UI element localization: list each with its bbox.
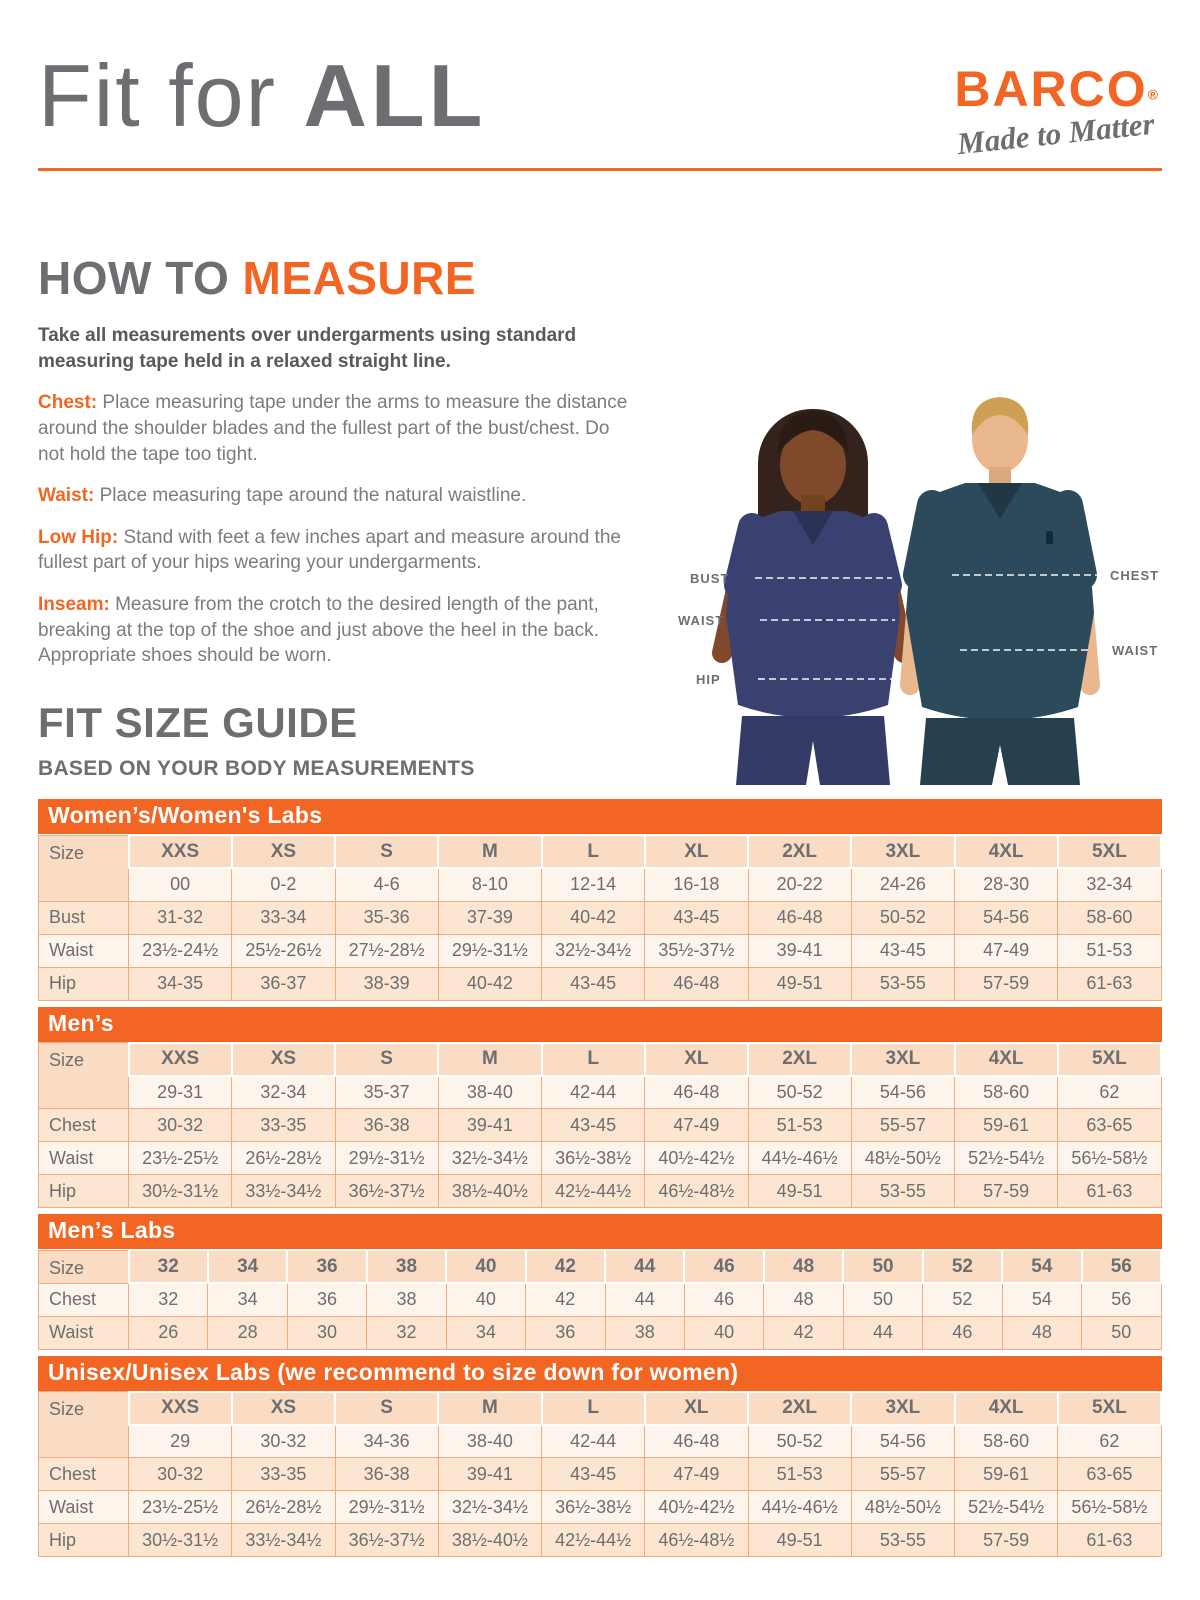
header-cell: 40 (446, 1250, 525, 1283)
header-cell: XL (645, 1043, 748, 1076)
data-cell: 43-45 (542, 1109, 645, 1142)
data-cell: 32-34 (1058, 868, 1161, 901)
data-cell: 40½-42½ (645, 1142, 748, 1175)
page-title-light: Fit for (38, 46, 277, 145)
table-title-band: Unisex/Unisex Labs (we recommend to size down for women) (38, 1356, 1162, 1391)
header-cell: 2XL (748, 1043, 851, 1076)
size-guide-table (38, 1249, 1162, 1350)
data-cell: 52½-54½ (955, 1491, 1058, 1524)
size-table (38, 1214, 1162, 1350)
how-to-measure-title-gray: HOW TO (38, 252, 230, 304)
data-cell: 24-26 (851, 868, 954, 901)
data-cell: 34-35 (129, 967, 232, 1000)
data-cell: 44 (843, 1316, 922, 1349)
table-row (39, 967, 1162, 1000)
header-cell: 54 (1002, 1250, 1081, 1283)
header-cell: S (335, 835, 438, 868)
data-cell: 46½-48½ (645, 1175, 748, 1208)
data-cell: 55-57 (851, 1109, 954, 1142)
data-cell: 28 (208, 1316, 287, 1349)
header-cell: 34 (208, 1250, 287, 1283)
data-cell: 48 (764, 1283, 843, 1316)
data-cell: 35-37 (335, 1076, 438, 1109)
table-header-row (39, 1392, 1162, 1425)
data-cell: 34 (208, 1283, 287, 1316)
data-cell: 51-53 (748, 1458, 851, 1491)
data-cell: 30 (287, 1316, 366, 1349)
size-tables (38, 799, 1162, 1557)
data-cell: 62 (1058, 1076, 1161, 1109)
header-cell: S (335, 1043, 438, 1076)
header-cell: 5XL (1058, 1392, 1161, 1425)
row-label-cell: Hip (39, 1175, 129, 1208)
header-cell: 3XL (851, 1043, 954, 1076)
row-label-cell: Waist (39, 934, 129, 967)
table-row (39, 1175, 1162, 1208)
data-cell: 54-56 (851, 1425, 954, 1458)
data-cell: 63-65 (1058, 1109, 1161, 1142)
size-guide-table (38, 834, 1162, 1001)
data-cell: 34-36 (335, 1425, 438, 1458)
data-cell: 43-45 (645, 901, 748, 934)
data-cell: 44 (605, 1283, 684, 1316)
header-cell: XS (232, 1392, 335, 1425)
data-cell: 36-37 (232, 967, 335, 1000)
data-cell: 16-18 (645, 868, 748, 901)
how-to-measure-section (38, 252, 638, 687)
header-cell: XXS (129, 835, 232, 868)
header-cell: 3XL (851, 1392, 954, 1425)
data-cell: 0-2 (232, 868, 335, 901)
size-guide-table (38, 1042, 1162, 1209)
row-label-cell: Waist (39, 1316, 129, 1349)
table-header-row (39, 1043, 1162, 1076)
data-cell: 36½-37½ (335, 1524, 438, 1557)
measure-step-inseam (38, 592, 638, 669)
data-cell: 54 (1002, 1283, 1081, 1316)
header-cell: 4XL (955, 1043, 1058, 1076)
header-cell: XXS (129, 1043, 232, 1076)
hip-label: HIP (696, 672, 721, 687)
data-cell: 39-41 (438, 1458, 541, 1491)
data-cell: 32½-34½ (438, 1491, 541, 1524)
data-cell: 43-45 (851, 934, 954, 967)
data-cell: 58-60 (1058, 901, 1161, 934)
data-cell: 30-32 (129, 1109, 232, 1142)
data-cell: 38 (367, 1283, 446, 1316)
data-cell: 42 (526, 1283, 605, 1316)
brand-tagline: Made to Matter (955, 105, 1157, 162)
header-cell: 4XL (955, 835, 1058, 868)
data-cell: 48½-50½ (851, 1491, 954, 1524)
row-label-cell: Size (39, 1250, 129, 1283)
man-figure (906, 397, 1094, 785)
data-cell: 20-22 (748, 868, 851, 901)
data-cell: 35½-37½ (645, 934, 748, 967)
data-cell: 31-32 (129, 901, 232, 934)
measure-step-text: Place measuring tape under the arms to measure the distance around the shoulder blades and the fullest part of the bust/chest. Do not hold the tape too tight. (38, 392, 628, 465)
measure-step-label: Inseam: (38, 594, 110, 616)
data-cell: 12-14 (542, 868, 645, 901)
table-title-band: Women’s/Women's Labs (38, 799, 1162, 834)
data-cell: 35-36 (335, 901, 438, 934)
data-cell: 38½-40½ (438, 1175, 541, 1208)
data-cell: 8-10 (438, 868, 541, 901)
waist-label-right: WAIST (1112, 643, 1159, 658)
size-table (38, 799, 1162, 1001)
header-cell: XL (645, 835, 748, 868)
data-cell: 36½-37½ (335, 1175, 438, 1208)
data-cell: 46 (684, 1283, 763, 1316)
table-row (39, 901, 1162, 934)
data-cell: 47-49 (645, 1458, 748, 1491)
table-row (39, 1491, 1162, 1524)
measurement-models-photo (660, 385, 1200, 785)
data-cell: 50-52 (748, 1076, 851, 1109)
header-cell: XS (232, 1043, 335, 1076)
table-header-row (39, 835, 1162, 868)
data-cell: 40-42 (542, 901, 645, 934)
data-cell: 44½-46½ (748, 1142, 851, 1175)
data-cell: 63-65 (1058, 1458, 1161, 1491)
table-row (39, 1076, 1162, 1109)
data-cell: 43-45 (542, 1458, 645, 1491)
data-cell: 46-48 (645, 967, 748, 1000)
data-cell: 36½-38½ (542, 1142, 645, 1175)
data-cell: 32½-34½ (438, 1142, 541, 1175)
data-cell: 47-49 (645, 1109, 748, 1142)
data-cell: 39-41 (438, 1109, 541, 1142)
data-cell: 54-56 (851, 1076, 954, 1109)
header-cell: 48 (764, 1250, 843, 1283)
measure-step-label: Low Hip: (38, 526, 119, 548)
data-cell: 51-53 (1058, 934, 1161, 967)
data-cell: 51-53 (748, 1109, 851, 1142)
data-cell: 58-60 (955, 1076, 1058, 1109)
data-cell: 36 (526, 1316, 605, 1349)
header-cell: 42 (526, 1250, 605, 1283)
size-guide-table (38, 1391, 1162, 1558)
data-cell: 32 (367, 1316, 446, 1349)
header-cell: M (438, 835, 541, 868)
header-cell: M (438, 1392, 541, 1425)
row-label-cell: Size (39, 835, 129, 901)
size-table (38, 1007, 1162, 1209)
data-cell: 30½-31½ (129, 1524, 232, 1557)
row-label-cell: Bust (39, 901, 129, 934)
data-cell: 42½-44½ (542, 1175, 645, 1208)
data-cell: 27½-28½ (335, 934, 438, 967)
data-cell: 4-6 (335, 868, 438, 901)
registered-mark-icon: ® (1147, 86, 1158, 103)
table-row (39, 1109, 1162, 1142)
row-label-cell: Chest (39, 1283, 129, 1316)
data-cell: 49-51 (748, 1175, 851, 1208)
measure-step-low-hip (38, 525, 638, 576)
measure-step-text: Stand with feet a few inches apart and measure around the fullest part of your hips wearing your undergarments. (38, 526, 621, 574)
data-cell: 29 (129, 1425, 232, 1458)
data-cell: 52 (923, 1283, 1002, 1316)
table-row (39, 1283, 1162, 1316)
data-cell: 53-55 (851, 1175, 954, 1208)
data-cell: 28-30 (955, 868, 1058, 901)
how-to-measure-title-orange: MEASURE (242, 252, 477, 304)
row-label-cell: Waist (39, 1491, 129, 1524)
data-cell: 48 (1002, 1316, 1081, 1349)
data-cell: 36 (287, 1283, 366, 1316)
data-cell: 53-55 (851, 967, 954, 1000)
data-cell: 23½-25½ (129, 1142, 232, 1175)
table-row (39, 1425, 1162, 1458)
data-cell: 50 (1082, 1316, 1161, 1349)
data-cell: 47-49 (955, 934, 1058, 967)
header-cell: 38 (367, 1250, 446, 1283)
accent-divider (38, 168, 1162, 171)
data-cell: 33-34 (232, 901, 335, 934)
data-cell: 40-42 (438, 967, 541, 1000)
header-cell: M (438, 1043, 541, 1076)
data-cell: 58-60 (955, 1425, 1058, 1458)
measure-step-label: Chest: (38, 392, 98, 414)
header-cell: XS (232, 835, 335, 868)
brand-name: BARCO (954, 61, 1148, 117)
data-cell: 33-35 (232, 1109, 335, 1142)
table-title-band: Men’s Labs (38, 1214, 1162, 1249)
header-cell: 4XL (955, 1392, 1058, 1425)
data-cell: 46-48 (645, 1076, 748, 1109)
header-cell: XXS (129, 1392, 232, 1425)
data-cell: 38-40 (438, 1076, 541, 1109)
data-cell: 34 (446, 1316, 525, 1349)
row-label-cell: Size (39, 1392, 129, 1458)
data-cell: 37-39 (438, 901, 541, 934)
row-label-cell: Size (39, 1043, 129, 1109)
data-cell: 36-38 (335, 1458, 438, 1491)
data-cell: 38½-40½ (438, 1524, 541, 1557)
header-cell: 44 (605, 1250, 684, 1283)
data-cell: 48½-50½ (851, 1142, 954, 1175)
data-cell: 40 (446, 1283, 525, 1316)
data-cell: 39-41 (748, 934, 851, 967)
header (38, 0, 1162, 162)
waist-label-left: WAIST (678, 613, 725, 628)
data-cell: 50-52 (851, 901, 954, 934)
header-cell: S (335, 1392, 438, 1425)
data-cell: 57-59 (955, 1524, 1058, 1557)
header-cell: L (542, 835, 645, 868)
size-table (38, 1356, 1162, 1558)
data-cell: 52½-54½ (955, 1142, 1058, 1175)
data-cell: 40½-42½ (645, 1491, 748, 1524)
data-cell: 33½-34½ (232, 1524, 335, 1557)
measure-step-label: Waist: (38, 485, 95, 507)
data-cell: 59-61 (955, 1458, 1058, 1491)
data-cell: 61-63 (1058, 1524, 1161, 1557)
data-cell: 46-48 (748, 901, 851, 934)
data-cell: 36½-38½ (542, 1491, 645, 1524)
models-illustration (660, 385, 1200, 785)
data-cell: 46-48 (645, 1425, 748, 1458)
data-cell: 53-55 (851, 1524, 954, 1557)
header-cell: 50 (843, 1250, 922, 1283)
data-cell: 30½-31½ (129, 1175, 232, 1208)
data-cell: 26½-28½ (232, 1142, 335, 1175)
data-cell: 57-59 (955, 1175, 1058, 1208)
data-cell: 56 (1082, 1283, 1161, 1316)
measure-step-waist (38, 483, 638, 509)
data-cell: 57-59 (955, 967, 1058, 1000)
data-cell: 42 (764, 1316, 843, 1349)
data-cell: 33-35 (232, 1458, 335, 1491)
data-cell: 42-44 (542, 1076, 645, 1109)
header-cell: 32 (129, 1250, 208, 1283)
data-cell: 61-63 (1058, 967, 1161, 1000)
woman-figure (722, 409, 904, 785)
row-label-cell: Waist (39, 1142, 129, 1175)
data-cell: 50 (843, 1283, 922, 1316)
data-cell: 55-57 (851, 1458, 954, 1491)
row-label-cell: Hip (39, 1524, 129, 1557)
table-row (39, 1524, 1162, 1557)
table-row (39, 1458, 1162, 1491)
data-cell: 46 (923, 1316, 1002, 1349)
how-to-measure-title (38, 252, 638, 304)
table-row (39, 1142, 1162, 1175)
header-cell: 2XL (748, 1392, 851, 1425)
header-cell: XL (645, 1392, 748, 1425)
data-cell: 44½-46½ (748, 1491, 851, 1524)
data-cell: 25½-26½ (232, 934, 335, 967)
data-cell: 29½-31½ (438, 934, 541, 967)
table-row (39, 934, 1162, 967)
data-cell: 56½-58½ (1058, 1142, 1161, 1175)
data-cell: 59-61 (955, 1109, 1058, 1142)
data-cell: 23½-25½ (129, 1491, 232, 1524)
data-cell: 54-56 (955, 901, 1058, 934)
data-cell: 33½-34½ (232, 1175, 335, 1208)
fit-size-guide-title: FIT SIZE GUIDE (38, 699, 358, 746)
page-title-bold: ALL (303, 46, 487, 145)
data-cell: 42½-44½ (542, 1524, 645, 1557)
data-cell: 43-45 (542, 967, 645, 1000)
row-label-cell: Chest (39, 1458, 129, 1491)
data-cell: 38-40 (438, 1425, 541, 1458)
header-cell: 3XL (851, 835, 954, 868)
table-title-band: Men’s (38, 1007, 1162, 1042)
data-cell: 29-31 (129, 1076, 232, 1109)
table-row (39, 868, 1162, 901)
data-cell: 29½-31½ (335, 1142, 438, 1175)
bust-label: BUST (690, 571, 730, 586)
page-title (38, 46, 487, 145)
data-cell: 38 (605, 1316, 684, 1349)
data-cell: 00 (129, 868, 232, 901)
header-cell: L (542, 1043, 645, 1076)
measure-step-text: Measure from the crotch to the desired length of the pant, breaking at the top of the shoe and just above the heel in the back. Appropriate shoes should be worn. (38, 594, 599, 667)
header-cell: 52 (923, 1250, 1002, 1283)
data-cell: 49-51 (748, 967, 851, 1000)
header-cell: 46 (684, 1250, 763, 1283)
data-cell: 46½-48½ (645, 1524, 748, 1557)
table-row (39, 1316, 1162, 1349)
row-label-cell: Chest (39, 1109, 129, 1142)
data-cell: 38-39 (335, 967, 438, 1000)
header-cell: 56 (1082, 1250, 1161, 1283)
data-cell: 61-63 (1058, 1175, 1161, 1208)
data-cell: 29½-31½ (335, 1491, 438, 1524)
data-cell: 40 (684, 1316, 763, 1349)
header-cell: 5XL (1058, 835, 1161, 868)
fit-size-guide-subtitle: BASED ON YOUR BODY MEASUREMENTS (38, 757, 475, 780)
data-cell: 26 (129, 1316, 208, 1349)
data-cell: 26½-28½ (232, 1491, 335, 1524)
data-cell: 32½-34½ (542, 934, 645, 967)
data-cell: 56½-58½ (1058, 1491, 1161, 1524)
data-cell: 30-32 (129, 1458, 232, 1491)
data-cell: 30-32 (232, 1425, 335, 1458)
data-cell: 36-38 (335, 1109, 438, 1142)
header-cell: L (542, 1392, 645, 1425)
data-cell: 23½-24½ (129, 934, 232, 967)
row-label-cell: Hip (39, 967, 129, 1000)
data-cell: 50-52 (748, 1425, 851, 1458)
measure-step-chest (38, 390, 638, 467)
data-cell: 62 (1058, 1425, 1161, 1458)
data-cell: 32 (129, 1283, 208, 1316)
header-cell: 36 (287, 1250, 366, 1283)
chest-label: CHEST (1110, 568, 1160, 583)
measure-intro: Take all measurements over undergarments using standard measuring tape held in a relaxed straight line. (38, 325, 577, 372)
data-cell: 49-51 (748, 1524, 851, 1557)
data-cell: 42-44 (542, 1425, 645, 1458)
table-header-row (39, 1250, 1162, 1283)
header-cell: 5XL (1058, 1043, 1161, 1076)
measure-step-text: Place measuring tape around the natural waistline. (99, 485, 527, 507)
data-cell: 32-34 (232, 1076, 335, 1109)
brand-logo (954, 52, 1162, 162)
header-cell: 2XL (748, 835, 851, 868)
